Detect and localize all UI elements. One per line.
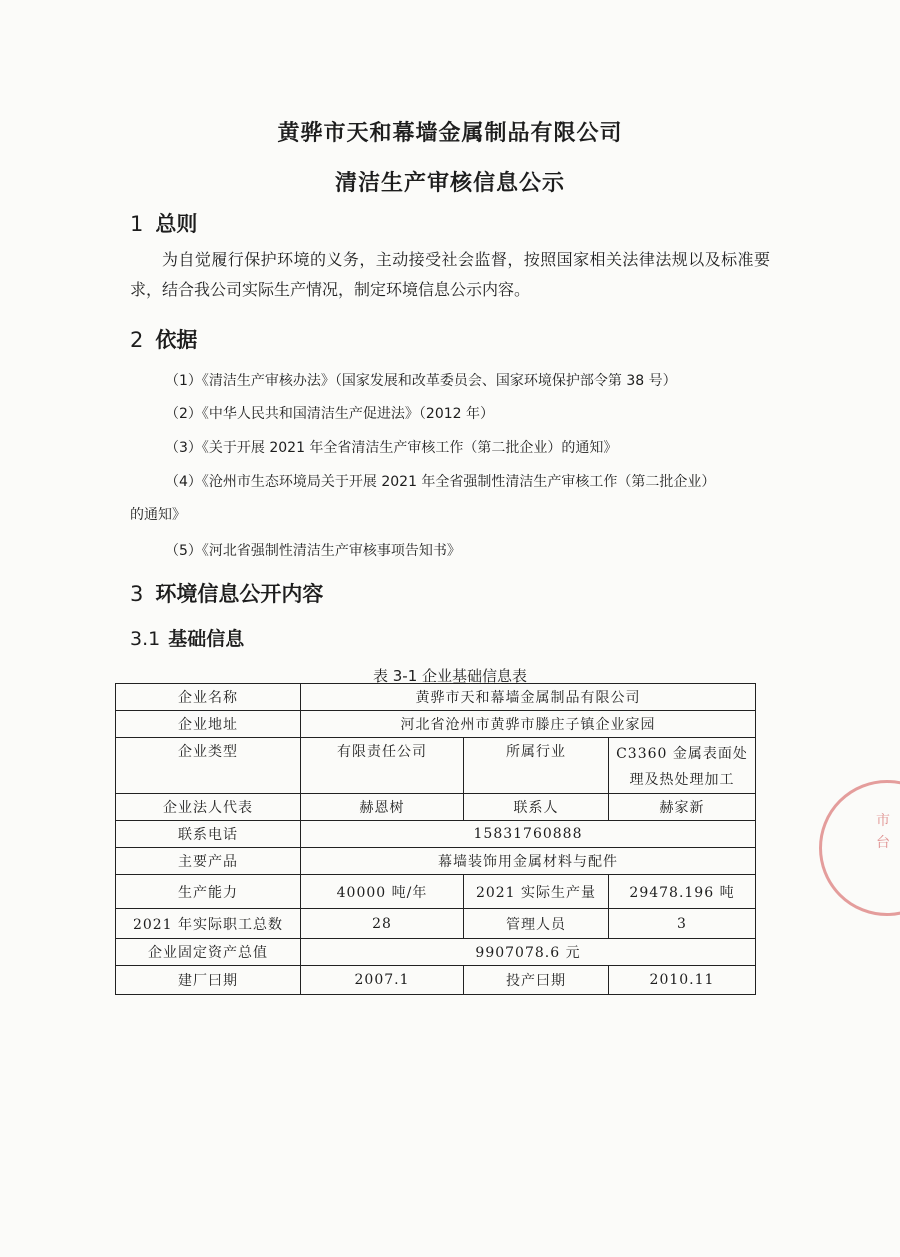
industry-line-2: 理及热处理加工 bbox=[629, 772, 735, 788]
section-title: 环境信息公开内容 bbox=[155, 582, 324, 606]
section-title: 总则 bbox=[155, 212, 198, 236]
table-value-cell: 40000 吨/年 bbox=[301, 875, 464, 909]
seal-text: 市台 bbox=[876, 813, 890, 851]
table-label-cell: 生产能力 bbox=[116, 875, 301, 909]
table-value-cell: 幕墙装饰用金属材料与配件 bbox=[301, 848, 756, 875]
enterprise-info-table bbox=[115, 683, 756, 995]
table-label-cell: 联系人 bbox=[464, 794, 609, 821]
table-row bbox=[116, 711, 756, 738]
table-label-cell: 主要产品 bbox=[116, 848, 301, 875]
table-value-cell: 河北省沧州市黄骅市滕庄子镇企业家园 bbox=[301, 711, 756, 738]
section-number: 3.1 bbox=[130, 628, 161, 650]
table-label-cell: 2021 年实际职工总数 bbox=[116, 909, 301, 939]
reference-item: （4）《沧州市生态环境局关于开展 2021 年全省强制性清洁生产审核工作（第二批企业） bbox=[165, 474, 716, 490]
table-label-cell: 建厂曰期 bbox=[116, 966, 301, 995]
section-2-heading bbox=[130, 324, 197, 354]
table-value-cell: 28 bbox=[301, 909, 464, 939]
section-1-heading bbox=[130, 208, 197, 238]
table-row bbox=[116, 821, 756, 848]
company-title: 黄骅市天和幕墙金属制品有限公司 bbox=[277, 121, 623, 146]
section-number: 1 bbox=[130, 212, 144, 236]
table-value-cell: 赫家新 bbox=[609, 794, 756, 821]
section-number: 3 bbox=[130, 582, 144, 606]
section-title: 依据 bbox=[155, 328, 198, 352]
table-row bbox=[116, 738, 756, 794]
reference-item-continued: 的通知》 bbox=[130, 507, 186, 523]
table-value-cell: 2007.1 bbox=[301, 966, 464, 995]
section-number: 2 bbox=[130, 328, 144, 352]
table-value-cell: 赫恩树 bbox=[301, 794, 464, 821]
table-label-cell: 企业固定资产总值 bbox=[116, 939, 301, 966]
table-value-cell: 有限责任公司 bbox=[301, 738, 464, 794]
table-label-cell: 企业名称 bbox=[116, 684, 301, 711]
table-row bbox=[116, 875, 756, 909]
table-label-cell: 联系电话 bbox=[116, 821, 301, 848]
table-value-cell: 黄骅市天和幕墙金属制品有限公司 bbox=[301, 684, 756, 711]
table-label-cell: 管理人员 bbox=[464, 909, 609, 939]
table-value-cell: 3 bbox=[609, 909, 756, 939]
table-caption: 表 3-1 企业基础信息表 bbox=[372, 667, 528, 685]
reference-item: （1）《清洁生产审核办法》（国家发展和改革委员会、国家环境保护部令第 38 号） bbox=[165, 373, 677, 389]
table-row bbox=[116, 909, 756, 939]
table-row bbox=[116, 939, 756, 966]
table-value-cell: 9907078.6 元 bbox=[301, 939, 756, 966]
table-label-cell: 所属行业 bbox=[464, 738, 609, 794]
reference-item: （2）《中华人民共和国清洁生产促进法》（2012 年） bbox=[165, 406, 494, 422]
table-value-cell: 2010.11 bbox=[609, 966, 756, 995]
table-value-cell: 29478.196 吨 bbox=[609, 875, 756, 909]
table-row bbox=[116, 966, 756, 995]
table-label-cell: 投产曰期 bbox=[464, 966, 609, 995]
reference-item: （5）《河北省强制性清洁生产审核事项告知书》 bbox=[165, 543, 461, 559]
table-label-cell: 企业类型 bbox=[116, 738, 301, 794]
section-3-heading bbox=[130, 578, 323, 608]
table-row bbox=[116, 794, 756, 821]
document-title: 清洁生产审核信息公示 bbox=[334, 171, 565, 196]
industry-line-1: C3360 金属表面处 bbox=[616, 746, 748, 762]
section-1-paragraph: 为自觉履行保护环境的义务，主动接受社会监督，按照国家相关法律法规以及标准要求，结合我公司实际生产情况，制定环境信息公示内容。 bbox=[130, 250, 770, 299]
section-title: 基础信息 bbox=[168, 628, 245, 650]
reference-item: （3）《关于开展 2021 年全省清洁生产审核工作（第二批企业）的通知》 bbox=[165, 440, 618, 456]
section-3-1-heading bbox=[130, 624, 244, 651]
table-label-cell: 企业法人代表 bbox=[116, 794, 301, 821]
table-row bbox=[116, 848, 756, 875]
table-label-cell: 企业地址 bbox=[116, 711, 301, 738]
table-row bbox=[116, 684, 756, 711]
table-value-cell: 15831760888 bbox=[301, 821, 756, 848]
table-value-cell bbox=[609, 738, 756, 794]
table-label-cell: 2021 实际生产量 bbox=[464, 875, 609, 909]
